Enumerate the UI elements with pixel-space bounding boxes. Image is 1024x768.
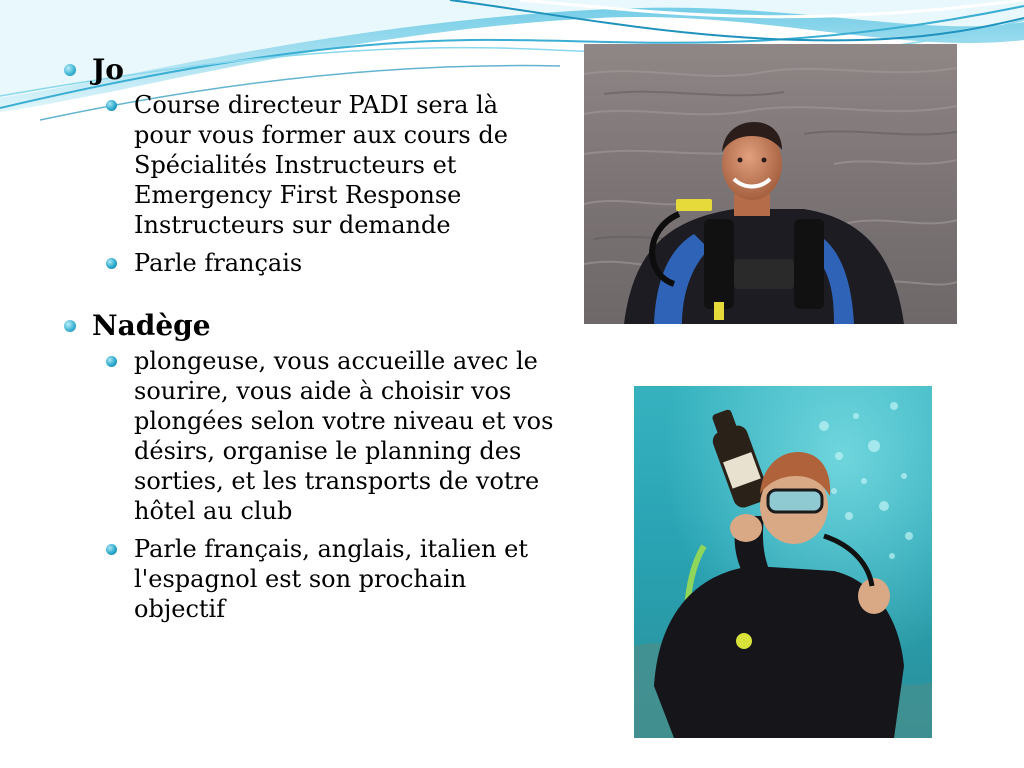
bullet-dot-icon bbox=[106, 356, 117, 367]
section-name: Nadège bbox=[92, 309, 211, 342]
section-nadege bbox=[62, 308, 562, 624]
diver-in-water-photo bbox=[584, 44, 957, 324]
list-item bbox=[102, 248, 562, 278]
list-item bbox=[102, 90, 562, 240]
list-item bbox=[102, 346, 562, 526]
bullet-content bbox=[62, 52, 562, 632]
bullet-dot-icon bbox=[64, 320, 76, 332]
list-item-text: plongeuse, vous accueille avec le sourire, vous aide à choisir vos plongées selon votre niveau et vos désirs, organise le planning des sorties, et les transports de votre hôtel au club bbox=[134, 347, 554, 525]
list-item-text: Parle français bbox=[134, 249, 303, 277]
underwater-diver-photo bbox=[634, 386, 932, 738]
bullet-dot-icon bbox=[106, 258, 117, 269]
list-item-text: Parle français, anglais, italien et l'espagnol est son prochain objectif bbox=[134, 535, 528, 623]
level1-bullet bbox=[62, 308, 562, 344]
level1-bullet bbox=[62, 52, 562, 88]
list-item-text: Course directeur PADI sera là pour vous former aux cours de Spécialités Instructeurs et Emergency First Response Instructeurs sur demande bbox=[134, 91, 508, 239]
section-name: Jo bbox=[92, 53, 124, 86]
section-jo bbox=[62, 52, 562, 278]
sublist bbox=[102, 90, 562, 278]
bullet-dot-icon bbox=[106, 100, 117, 111]
bullet-dot-icon bbox=[64, 64, 76, 76]
sublist bbox=[102, 346, 562, 624]
list-item bbox=[102, 534, 562, 624]
bullet-dot-icon bbox=[106, 544, 117, 555]
